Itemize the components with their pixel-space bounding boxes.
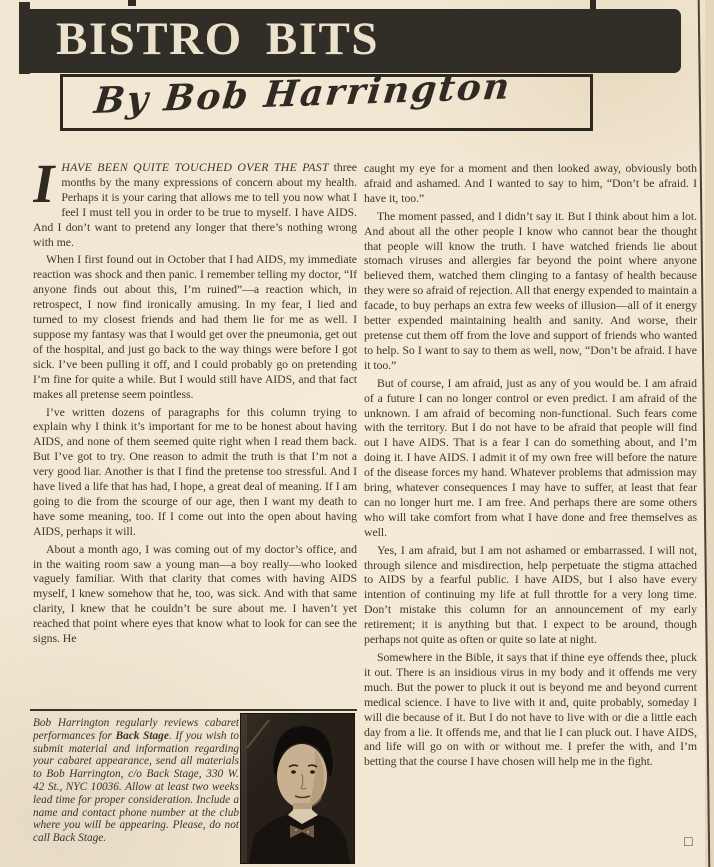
registration-mark <box>128 0 136 6</box>
end-of-article-mark: □ <box>684 835 693 850</box>
article-column-left <box>33 160 357 710</box>
bio-text-publication: Back Stage <box>115 729 169 742</box>
article-paragraph: Yes, I am afraid, but I am not ashamed or embarrassed. I will not, through silence and misdirection, help perpetuate the stigma attached to AIDS by a fearful public. I have AIDS, but I also have every intention of continuing my life at full throttle for a very long time. Don’t mistake this column for an announcement of my early retirement; it is anything but that. I expect to be around, though perhaps not quite as often or quite so late at night. <box>364 542 697 647</box>
article-paragraph: But of course, I am afraid, just as any of you would be. I am afraid of a future I can no longer control or even predict. I am afraid of the unknown. I am afraid of becoming non-functional. Such fears come with the territory. But I do not have to be afraid that people will find out I have AIDS. That is a fear I can do something about, and I’m doing it. I have AIDS. I admit it of my own free will before the nature of the disease forces my hand. Whatever problems that admission may bring, whatever consequences I may have to suffer, at least that fear can no longer hurt me. I am free. And perhaps there are some others who will take comfort from what I have done and free themselves as well. <box>364 375 697 539</box>
byline-box <box>60 65 593 131</box>
portrait-photo <box>240 713 355 864</box>
article-paragraph: When I first found out in October that I had AIDS, my immediate reaction was shock and then panic. I remember telling my doctor, “If anyone finds out about this, I’m ruined”—a reaction which, in retrospect, I now find ironically amusing. In my fear, I lied and turned to my closest friends and had them lie for me as well. I suppose my fantasy was that I would get over the pneumonia, get out of the hospital, and just go back to the way things were before I got sick. I’ve been pulling it off, and I could probably go on pretending I’m fine for quite a while. But I would still have AIDS, and that fact makes all pretense seem pointless. <box>33 252 357 401</box>
byline-signature: By Bob Harrington <box>92 65 514 123</box>
bio-divider-rule <box>30 709 357 711</box>
page-title: BISTRO BITS <box>56 13 380 65</box>
article-paragraph: I’ve written dozens of paragraphs for this column trying to explain why I think it’s important for me to be honest about having AIDS, and none of them seemed quite right when I read them back. But I’ve got to try. One reason to admit the truth is that I’m not a very good liar. Another is that I find the pretense too stressful. And I have lived a life that has had, I hope, a great deal of meaning. If I am going to die from the scourge of our age, then I want my death to have some meaning, too. If I come out into the open about having AIDS, perhaps it will. <box>33 404 357 538</box>
bio-box <box>33 717 239 863</box>
article-paragraph: caught my eye for a moment and then looked away, obviously both afraid and ashamed. And I wanted to say to him, “Don’t be afraid. I have it, too.” <box>364 161 697 205</box>
article-paragraph: The moment passed, and I didn’t say it. But I think about him a lot. And about all the other people I know who cannot bear the thought that people will know the truth. I have watched friends lie about stomach viruses and allergies far beyond the point where anyone believed them, watched them clinging to a fantasy of health because they were so afraid of rejection. All that energy expended to maintain a facade, to buy perhaps an extra few weeks of illusion—all of it energy better expended maintaining health and sanity. And worse, their pretense cut them off from the love and support of friends who wanted to help. So I want to say to them as well, now, “Don’t be afraid. I have it too.” <box>364 208 697 372</box>
article-paragraph: About a month ago, I was coming out of my doctor’s office, and in the waiting room saw a young man—a boy really—who looked vaguely familiar. With that clarity that comes with having AIDS myself, I knew somehow that he, too, was sick. And with that same clarity, I knew that he couldn’t be sure about me. I haven’t yet reached that point where eyes that know what to look for can see the signs. He <box>33 541 357 646</box>
registration-mark <box>590 0 596 9</box>
article-paragraph: Somewhere in the Bible, it says that if thine eye offends thee, pluck it out. There is an insidious virus in my body and it offends me very much. But the power to pluck it out is beyond me and beyond current medical science. I have to live with it and, quite probably, someday I will die because of it. But I do not have to live with or die a little each day from a lie. It offends me, and that lie I can pluck out. I have AIDS, and life will go on with or without me. I prefer the with, and I’m betting that the course I have chosen will help me in the fight. <box>364 650 697 769</box>
article-column-right <box>364 161 697 864</box>
lead-line: HAVE BEEN QUITE TOUCHED OVER THE PAST <box>61 160 329 174</box>
drop-cap: I <box>33 160 55 214</box>
article-paragraph <box>33 160 357 249</box>
paragraph-text: three months by the many expressions of concern about my health. Perhaps it is your caring that allows me to tell you now what I feel I must tell you in order to be true to myself. I have AIDS. And I don’t want to pretend any longer that there’s nothing wrong with me. <box>33 160 357 249</box>
bio-text: Bob Harrington regularly reviews cabaret performances for <box>33 717 239 742</box>
bio-text: . If you wish to submit material and information regarding your cabaret appearance, send all materials to Bob Harrington, c/o Back Stage, 330 W. 42 St., NYC 10036. Allow at least two weeks lead time for proper consideration. Include a name and contact phone number at the club where you will be appearing. Please, do not call Back Stage. <box>33 729 239 845</box>
